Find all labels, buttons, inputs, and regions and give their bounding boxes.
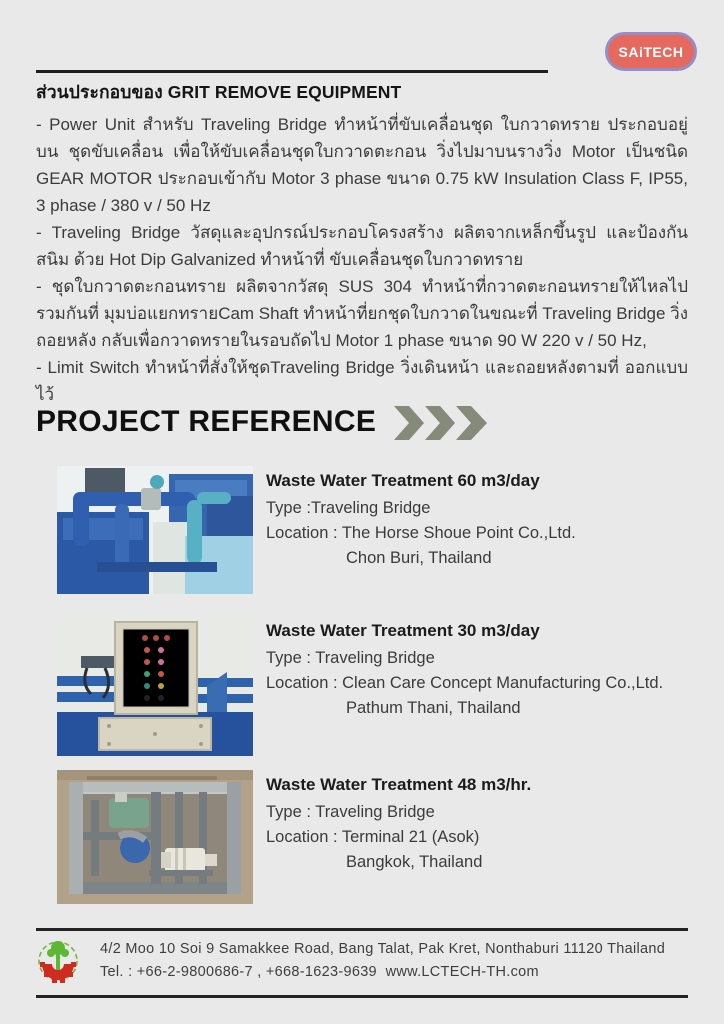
project-title: Waste Water Treatment 60 m3/day <box>266 471 540 490</box>
footer-address: 4/2 Moo 10 Soi 9 Samakkee Road, Bang Talat, Pak Kret, Nonthaburi 11120 Thailand <box>100 941 666 957</box>
project-type: Type :Traveling Bridge <box>266 499 431 517</box>
project-location-city: Bangkok, Thailand <box>346 853 483 871</box>
footer-rule-bottom <box>36 995 688 998</box>
footer-tel: Tel. : +66-2-9800686-7 , +668-1623-9639 www.LCTECH-TH.com <box>100 964 539 980</box>
project-reference-title: PROJECT REFERENCE <box>36 404 377 438</box>
lctech-logo-icon <box>35 934 81 995</box>
paragraph-power-unit: - Power Unit สำหรับ Traveling Bridge ทำหน้าที่ขับเคลื่อนชุด ใบกวาดทราย ประกอบอยู่บน ชุดขับเคลื่อน เพื่อให้ขับเคลื่อนชุดใบกวาดตะกอน วิ่งไปมาบนรางวิ่ง Motor เป็นชนิด GEAR MOTOR ประกอบเข้ากับ Motor 3 phase ขนาด 0.75 kW Insulation Class F, IP55, 3 phase / 380 v / 50 Hz <box>36 115 688 215</box>
project-location-city: Pathum Thani, Thailand <box>346 699 521 717</box>
paragraph-traveling-bridge: - Traveling Bridge วัสดุและอุปกรณ์ประกอบโครงสร้าง ผลิตจากเหล็กขึ้นรูป และป้องกัน สนิม ด้วย Hot Dip Galvanized ทำหน้าที่ ขับเคลื่อนชุดใบกวาดทราย <box>36 223 688 269</box>
footer-contact <box>100 938 665 984</box>
project-info-2 <box>266 616 663 756</box>
project-reference-header <box>36 403 492 440</box>
project-info-1 <box>266 466 576 594</box>
project-location: Location : Terminal 21 (Asok) <box>266 828 480 846</box>
project-row-3 <box>57 770 689 904</box>
project-location-city: Chon Buri, Thailand <box>346 549 492 567</box>
project-type: Type : Traveling Bridge <box>266 649 435 667</box>
triple-chevron-right-icon <box>394 406 492 440</box>
footer-rule-top <box>36 928 688 931</box>
project-photo-blue-piping <box>57 466 253 594</box>
project-location: Location : Clean Care Concept Manufacturing Co.,Ltd. <box>266 674 664 692</box>
project-location: Location : The Horse Shoue Point Co.,Ltd. <box>266 524 576 542</box>
project-row-2 <box>57 616 689 756</box>
project-title: Waste Water Treatment 30 m3/day <box>266 621 540 640</box>
project-photo-grit-tank <box>57 770 253 904</box>
saitech-logo-text: SAiTECH <box>618 43 684 60</box>
section-title: ส่วนประกอบของ GRIT REMOVE EQUIPMENT <box>36 82 402 102</box>
paragraph-limit-switch: - Limit Switch ทำหน้าที่สั่งให้ชุดTraveling Bridge วิ่งเดินหน้า และถอยหลังตามที่ ออกแบบไว้ <box>36 358 688 404</box>
equipment-details <box>36 111 688 408</box>
saitech-logo <box>605 32 697 71</box>
paragraph-scraper-blade: - ชุดใบกวาดตะกอนทราย ผลิตจากวัสดุ SUS 304 ทำหน้าที่กวาดตะกอนทรายให้ไหลไป รวมกันที่ มุมบ่อแยกทรายCam Shaft ทำหน้าที่ยกชุดใบกวาดในขณะที่ Traveling Bridge วิ่ง ถอยหลัง กลับเพื่อกวาดทรายในรอบถัดไป Motor 1 phase ขนาด 90 W 220 v / 50 Hz, <box>36 277 689 350</box>
project-title: Waste Water Treatment 48 m3/hr. <box>266 775 532 794</box>
project-info-3 <box>266 770 531 904</box>
project-photo-control-panel <box>57 616 253 756</box>
heading-rule <box>36 70 548 73</box>
project-row-1 <box>57 466 689 594</box>
project-type: Type : Traveling Bridge <box>266 803 435 821</box>
